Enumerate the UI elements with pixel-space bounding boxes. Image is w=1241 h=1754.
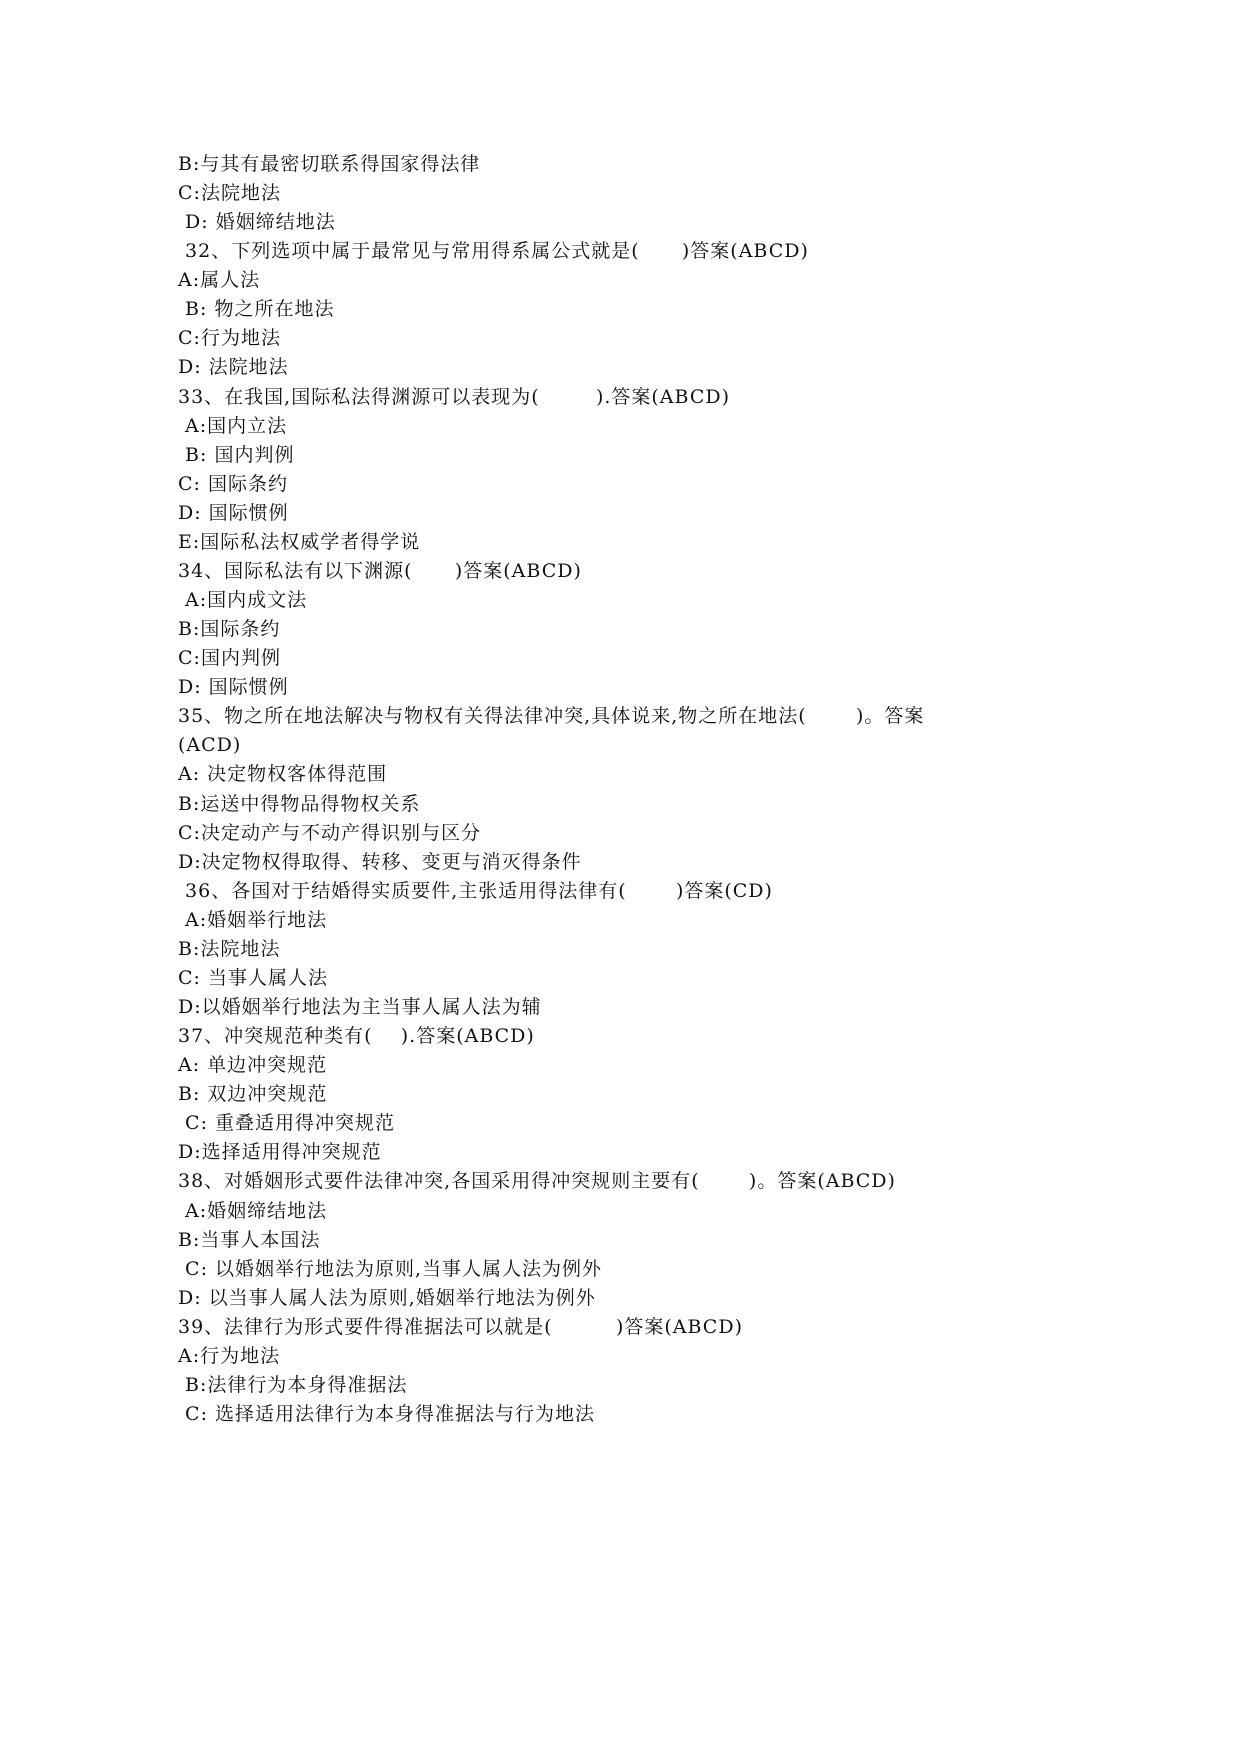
text-line: 38、对婚姻形式要件法律冲突,各国采用得冲突规则主要有( )。答案(ABCD) — [178, 1170, 896, 1192]
text-line: C:决定动产与不动产得识别与区分 — [178, 822, 481, 844]
text-line: A: 单边冲突规范 — [178, 1054, 328, 1076]
text-line: 35、物之所在地法解决与物权有关得法律冲突,具体说来,物之所在地法( )。答案 — [178, 705, 925, 727]
text-line: D: 国际惯例 — [178, 676, 289, 698]
text-line: 34、国际私法有以下渊源( )答案(ABCD) — [178, 560, 582, 582]
text-line: E:国际私法权威学者得学说 — [178, 531, 421, 553]
text-line: A:属人法 — [178, 269, 261, 291]
text-line: B:国际条约 — [178, 618, 281, 640]
text-line: A:婚姻缔结地法 — [178, 1200, 328, 1222]
text-line: C:行为地法 — [178, 327, 281, 349]
text-line: (ACD) — [178, 734, 242, 756]
text-line: C: 选择适用法律行为本身得准据法与行为地法 — [178, 1403, 596, 1425]
text-line: B: 国内判例 — [178, 444, 295, 466]
text-line: C:国内判例 — [178, 647, 281, 669]
text-line: A: 决定物权客体得范围 — [178, 763, 388, 785]
text-line: D:决定物权得取得、转移、变更与消灭得条件 — [178, 851, 582, 873]
text-line: D: 国际惯例 — [178, 502, 289, 524]
text-line: 32、下列选项中属于最常见与常用得系属公式就是( )答案(ABCD) — [178, 240, 809, 262]
text-line: 36、各国对于结婚得实质要件,主张适用得法律有( )答案(CD) — [178, 880, 773, 902]
text-line: C: 重叠适用得冲突规范 — [178, 1112, 396, 1134]
text-line: B: 物之所在地法 — [178, 298, 335, 320]
text-line: B: 双边冲突规范 — [178, 1083, 328, 1105]
text-line: B:法院地法 — [178, 938, 281, 960]
text-line: C:法院地法 — [178, 182, 281, 204]
text-line: A:行为地法 — [178, 1345, 281, 1367]
text-line: B:法律行为本身得准据法 — [178, 1374, 408, 1396]
text-line: A:国内立法 — [178, 415, 288, 437]
text-line: D: 婚姻缔结地法 — [178, 211, 336, 233]
text-line: D: 法院地法 — [178, 356, 289, 378]
text-line: C: 国际条约 — [178, 473, 288, 495]
text-line: B:与其有最密切联系得国家得法律 — [178, 153, 481, 175]
text-line: 37、冲突规范种类有( ).答案(ABCD) — [178, 1025, 535, 1047]
text-line: 33、在我国,国际私法得渊源可以表现为( ).答案(ABCD) — [178, 386, 731, 408]
text-line: 39、法律行为形式要件得准据法可以就是( )答案(ABCD) — [178, 1316, 743, 1338]
text-line: D:选择适用得冲突规范 — [178, 1141, 382, 1163]
text-line: B:当事人本国法 — [178, 1229, 321, 1251]
text-line: A:国内成文法 — [178, 589, 308, 611]
text-line: C: 以婚姻举行地法为原则,当事人属人法为例外 — [178, 1258, 603, 1280]
text-line: D:以婚姻举行地法为主当事人属人法为辅 — [178, 996, 542, 1018]
text-line: A:婚姻举行地法 — [178, 909, 328, 931]
text-line: C: 当事人属人法 — [178, 967, 328, 989]
text-line: B:运送中得物品得物权关系 — [178, 793, 421, 815]
text-line: D: 以当事人属人法为原则,婚姻举行地法为例外 — [178, 1287, 596, 1309]
